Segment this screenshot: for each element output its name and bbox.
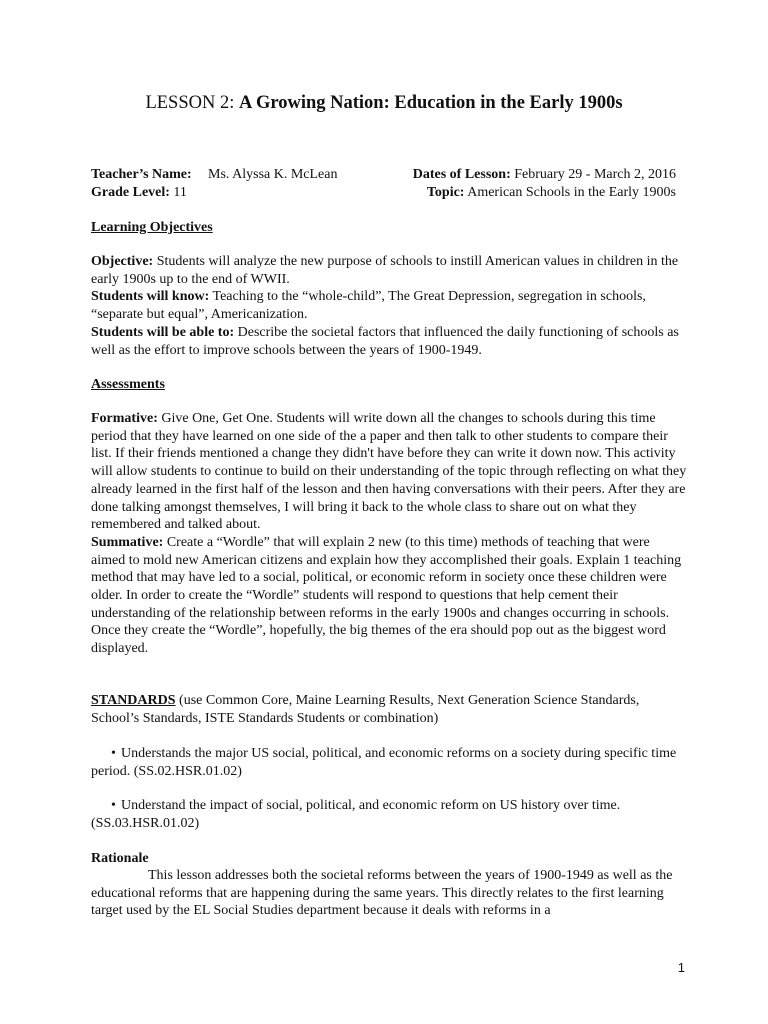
lesson-title-text: A Growing Nation: Education in the Early 1900s bbox=[238, 93, 623, 113]
grade-level-value: 11 bbox=[173, 185, 187, 200]
rationale-paragraph bbox=[91, 867, 687, 920]
students-able-label: Students will be able to: bbox=[91, 324, 235, 340]
students-will-know-text: Teaching to the “whole-child”, The Great Depression, segregation in schools, “separate but equal”, Americanization. bbox=[91, 289, 646, 323]
lesson-dates bbox=[413, 167, 676, 183]
objective-label: Objective: bbox=[91, 254, 154, 269]
formative-label: Formative: bbox=[91, 411, 158, 426]
rationale-text: This lesson addresses both the societal reforms between the years of 1900-1949 as well as the educational reforms that are happening during the same years. This directly relates to the first learning target used by the EL Social Studies department because it deals with reforms in a bbox=[91, 868, 673, 919]
lesson-number: LESSON 2: bbox=[145, 93, 235, 113]
grade-level-label: Grade Level: bbox=[91, 185, 170, 200]
summative-text: Create a “Wordle” that will explain 2 new (to this time) methods of teaching that were aimed to mold new American citizens and explain how they accomplished their goals. Explain 1 teaching method that may have led to a social, political, or economic reform in society once these children were older. In order to create the “Wordle” students will respond to questions that help cement their understanding of the relationship between reforms in the early 1900s and changes occurring in schools. Once they create the “Wordle”, hopefully, the big themes of the era should pop out as the biggest word displayed. bbox=[91, 534, 682, 657]
lesson-dates-label: Dates of Lesson: bbox=[412, 167, 511, 182]
students-able-paragraph bbox=[91, 324, 687, 359]
formative-paragraph bbox=[91, 410, 687, 534]
objective-paragraph bbox=[91, 253, 687, 288]
rationale-heading: Rationale bbox=[91, 851, 149, 866]
bullet-icon: • bbox=[111, 798, 116, 813]
summative-paragraph bbox=[91, 534, 687, 658]
standards-heading: STANDARDS bbox=[91, 693, 176, 708]
topic bbox=[427, 185, 676, 201]
standard-item-2 bbox=[91, 797, 687, 832]
teacher-name-value: Ms. Alyssa K. McLean bbox=[208, 167, 338, 182]
standards-note: (use Common Core, Maine Learning Results, Next Generation Science Standards, School’s Standards, ISTE Standards Students or combination) bbox=[91, 693, 640, 726]
standard-item-1 bbox=[91, 745, 687, 780]
page-number: 1 bbox=[677, 960, 685, 975]
bullet-icon: • bbox=[111, 746, 116, 761]
grade-level bbox=[91, 185, 187, 201]
teacher-dates-row bbox=[91, 167, 676, 185]
teacher-name-label: Teacher’s Name: bbox=[91, 167, 192, 182]
lesson-dates-value: February 29 - March 2, 2016 bbox=[514, 167, 676, 182]
standards-section bbox=[91, 692, 687, 727]
students-able-text: Describe the societal factors that influenced the daily functioning of schools as well as the effort to improve schools between the years of 1900-1949. bbox=[91, 324, 679, 358]
standard-text-2: Understand the impact of social, political, and economic reform on US history over time. (SS.03.HSR.01.02) bbox=[91, 798, 621, 831]
topic-value: American Schools in the Early 1900s bbox=[467, 185, 676, 200]
learning-objectives-heading: Learning Objectives bbox=[91, 220, 213, 235]
learning-objectives-section bbox=[91, 253, 687, 359]
assessments-heading: Assessments bbox=[91, 377, 165, 392]
students-will-know-paragraph bbox=[91, 288, 687, 323]
grade-topic-row bbox=[91, 185, 676, 203]
students-will-know-label: Students will know: bbox=[91, 289, 210, 305]
formative-text: Give One, Get One. Students will write down all the changes to schools during this time period that they have learned on one side of the a paper and then talk to other students to compare their list. If their friends mentioned a change they didn't have before they can write it down now. This activity will allow students to continue to build on their understanding of the topic through reflecting on what they already learned in the first half of the lesson and then having conversations with their peers. After they are done talking amongst themselves, I will bring it back to the whole class to share out on what they remembered and talked about. bbox=[91, 411, 687, 533]
standard-text-1: Understands the major US social, political, and economic reforms on a society during specific time period. (SS.02.HSR.01.02) bbox=[91, 746, 677, 779]
summative-label: Summative: bbox=[91, 534, 164, 550]
lesson-title bbox=[0, 93, 768, 114]
objective-text: Students will analyze the new purpose of schools to instill American values in children in the early 1900s up to the end of WWII. bbox=[91, 254, 679, 287]
topic-label: Topic: bbox=[426, 185, 465, 200]
assessments-section bbox=[91, 410, 687, 658]
